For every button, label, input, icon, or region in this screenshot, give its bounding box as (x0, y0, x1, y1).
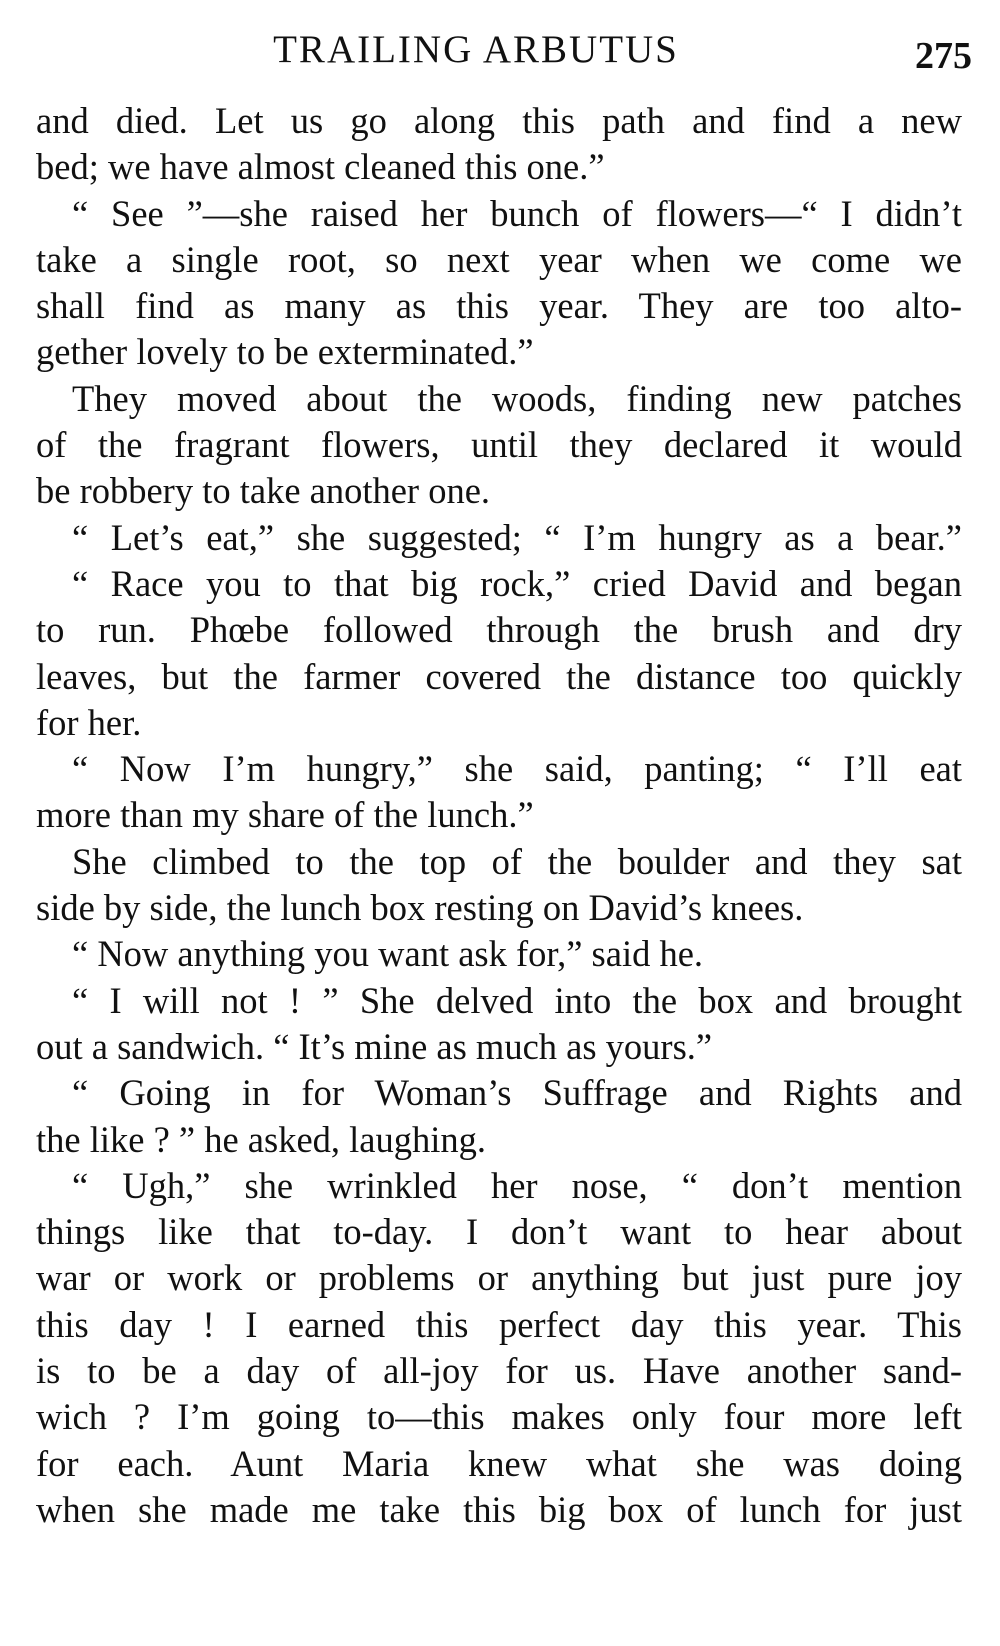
text-line: is to be a day of all-joy for us. Have another sand- (36, 1350, 962, 1392)
text-line: “ Race you to that big rock,” cried David and began (72, 562, 962, 604)
text-line: wich ? I’m going to—this makes only four more left (36, 1396, 962, 1438)
text-line: “ See ”—she raised her bunch of flowers—“ I didn’t (72, 192, 962, 234)
text-line: war or work or problems or anything but just pure joy (36, 1257, 962, 1299)
text-line: for each. Aunt Maria knew what she was doing (36, 1442, 962, 1484)
text-line: shall find as many as this year. They are too alto- (36, 285, 962, 327)
text-line: of the fragrant flowers, until they declared it would (36, 424, 962, 466)
text-line: “ Let’s eat,” she suggested; “ I’m hungry as a bear.” (72, 516, 962, 558)
text-line: “ Going in for Woman’s Suffrage and Rights and (72, 1072, 962, 1114)
running-title: TRAILING ARBUTUS (273, 28, 679, 71)
text-line: when she made me take this big box of lunch for just (36, 1488, 962, 1530)
text-line: bed; we have almost cleaned this one.” (36, 146, 605, 188)
text-line: be robbery to take another one. (36, 470, 491, 512)
text-line: leaves, but the farmer covered the distance too quickly (36, 655, 962, 697)
text-line: She climbed to the top of the boulder and they sat (72, 840, 962, 882)
text-line: “ Now I’m hungry,” she said, panting; “ I’ll eat (72, 748, 962, 790)
text-line: to run. Phœbe followed through the brush and dry (36, 609, 962, 651)
text-line: out a sandwich. “ It’s mine as much as yours.” (36, 1025, 713, 1067)
text-line: “ Now anything you want ask for,” said he. (72, 933, 704, 975)
text-line: more than my share of the lunch.” (36, 794, 534, 836)
text-line: “ Ugh,” she wrinkled her nose, “ don’t mention (72, 1164, 962, 1206)
running-head (36, 22, 976, 82)
text-line: this day ! I earned this perfect day this year. This (36, 1303, 962, 1345)
page-number: 275 (915, 35, 972, 77)
text-line: for her. (36, 701, 142, 743)
text-line: They moved about the woods, finding new patches (72, 377, 962, 419)
body-text (36, 98, 962, 1533)
text-line: gether lovely to be exterminated.” (36, 331, 534, 373)
text-line: the like ? ” he asked, laughing. (36, 1118, 487, 1160)
text-line: things like that to-day. I don’t want to hear about (36, 1211, 962, 1253)
text-line: and died. Let us go along this path and find a new (36, 100, 962, 141)
text-line: “ I will not ! ” She delved into the box and brought (72, 979, 962, 1021)
text-line: take a single root, so next year when we come we (36, 238, 962, 280)
text-line: side by side, the lunch box resting on David’s knees. (36, 887, 804, 929)
